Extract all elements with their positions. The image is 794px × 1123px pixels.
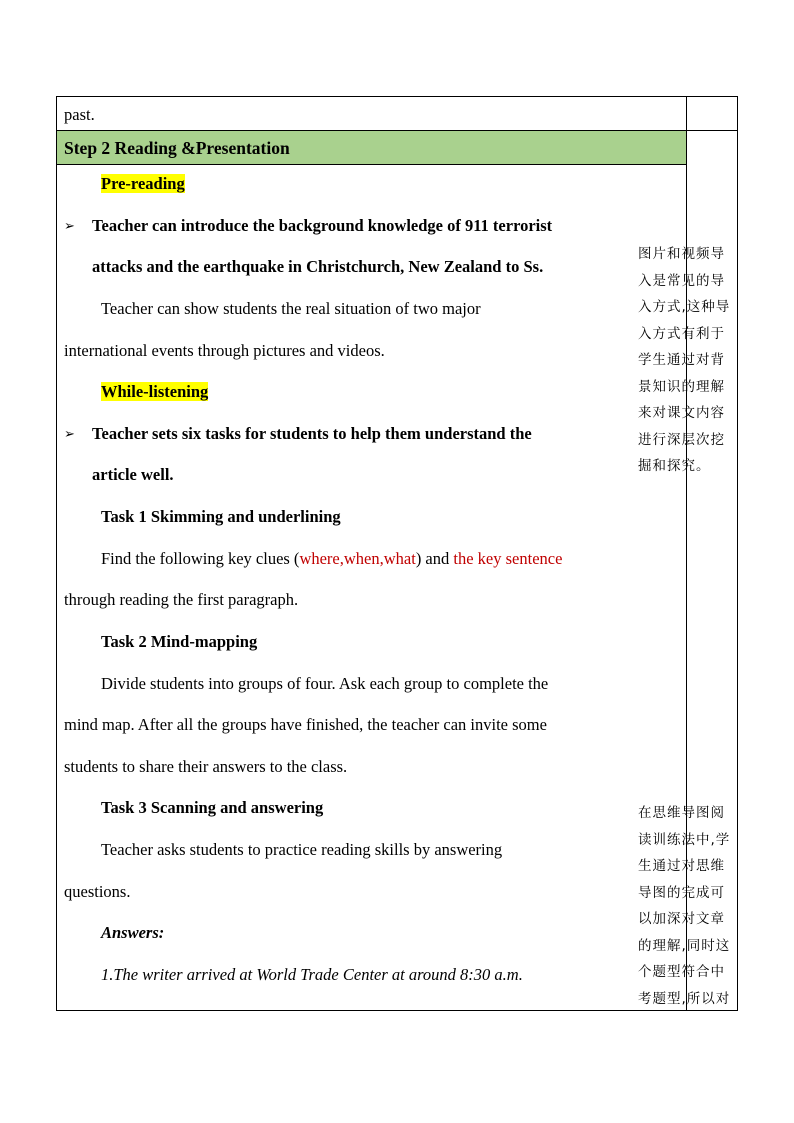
key-sentence-red: the key sentence <box>453 549 563 568</box>
pre-reading-bullet-line-2: attacks and the earthquake in Christchurch, New Zealand to Ss. <box>92 257 544 276</box>
task-2-line-3: students to share their answers to the class. <box>64 757 348 776</box>
while-listening-heading <box>101 382 208 402</box>
key-clues-red: where,when,what <box>299 549 416 568</box>
answer-1: 1.The writer arrived at World Trade Center at around 8:30 a.m. <box>101 965 523 984</box>
task-1-text-b: ) and <box>415 549 454 568</box>
highlighted-heading: While-listening <box>101 382 209 401</box>
note-line: 入是常见的导 <box>638 272 725 289</box>
arrow-bullet-icon: ➢ <box>64 427 75 442</box>
highlighted-heading: Pre-reading <box>101 174 185 193</box>
teaching-note-1 <box>638 241 734 480</box>
pre-reading-paragraph-line-2: international events through pictures and videos. <box>64 341 385 360</box>
while-listening-bullet-line-2: article well. <box>92 465 174 484</box>
note-line: 考题型,所以对 <box>638 990 731 1007</box>
note-line: 生通过对思维 <box>638 858 725 874</box>
task-1-title: Task 1 Skimming and underlining <box>101 507 341 526</box>
task-2-line-2: mind map. After all the groups have finished, the teacher can invite some <box>64 715 547 734</box>
answers-label: Answers: <box>101 923 165 942</box>
lesson-plan-table <box>56 96 738 1011</box>
note-line: 入方式,这种导 <box>638 299 731 315</box>
task-1-line-1 <box>101 549 562 569</box>
pre-reading-bullet-line-1: Teacher can introduce the background knowledge of 911 terrorist <box>92 216 553 235</box>
previous-row-text: past. <box>64 105 95 124</box>
note-line: 在思维导图阅 <box>638 805 725 821</box>
pre-reading-heading <box>101 174 185 194</box>
note-line: 读训练法中,学 <box>638 831 731 848</box>
note-line: 景知识的理解 <box>638 378 725 395</box>
note-line: 的理解,同时这 <box>638 937 731 954</box>
while-listening-bullet-line-1: Teacher sets six tasks for students to help them understand the <box>92 424 532 443</box>
note-line: 学生通过对背 <box>638 352 725 368</box>
note-line: 入方式有利于 <box>638 325 725 342</box>
note-line: 导图的完成可 <box>638 884 725 901</box>
task-2-line-1: Divide students into groups of four. Ask each group to complete the <box>101 674 549 693</box>
task-2-title: Task 2 Mind-mapping <box>101 632 258 651</box>
note-line: 进行深层次挖 <box>638 431 725 448</box>
note-line: 图片和视频导 <box>638 246 725 262</box>
teaching-note-2 <box>638 800 734 1012</box>
note-line: 以加深对文章 <box>638 911 725 927</box>
task-1-text-a: Find the following key clues ( <box>101 549 300 568</box>
arrow-bullet-icon: ➢ <box>64 219 75 234</box>
task-1-line-2: through reading the first paragraph. <box>64 590 299 609</box>
note-line: 个题型符合中 <box>638 964 725 980</box>
task-3-line-2: questions. <box>64 882 131 901</box>
note-line: 来对课文内容 <box>638 405 725 421</box>
section-header: Step 2 Reading &Presentation <box>64 138 290 158</box>
note-line: 掘和探究。 <box>638 458 711 474</box>
pre-reading-paragraph-line-1: Teacher can show students the real situation of two major <box>101 299 481 318</box>
task-3-title: Task 3 Scanning and answering <box>101 798 324 817</box>
row-divider <box>56 164 687 165</box>
task-3-line-1: Teacher asks students to practice reading skills by answering <box>101 840 503 859</box>
